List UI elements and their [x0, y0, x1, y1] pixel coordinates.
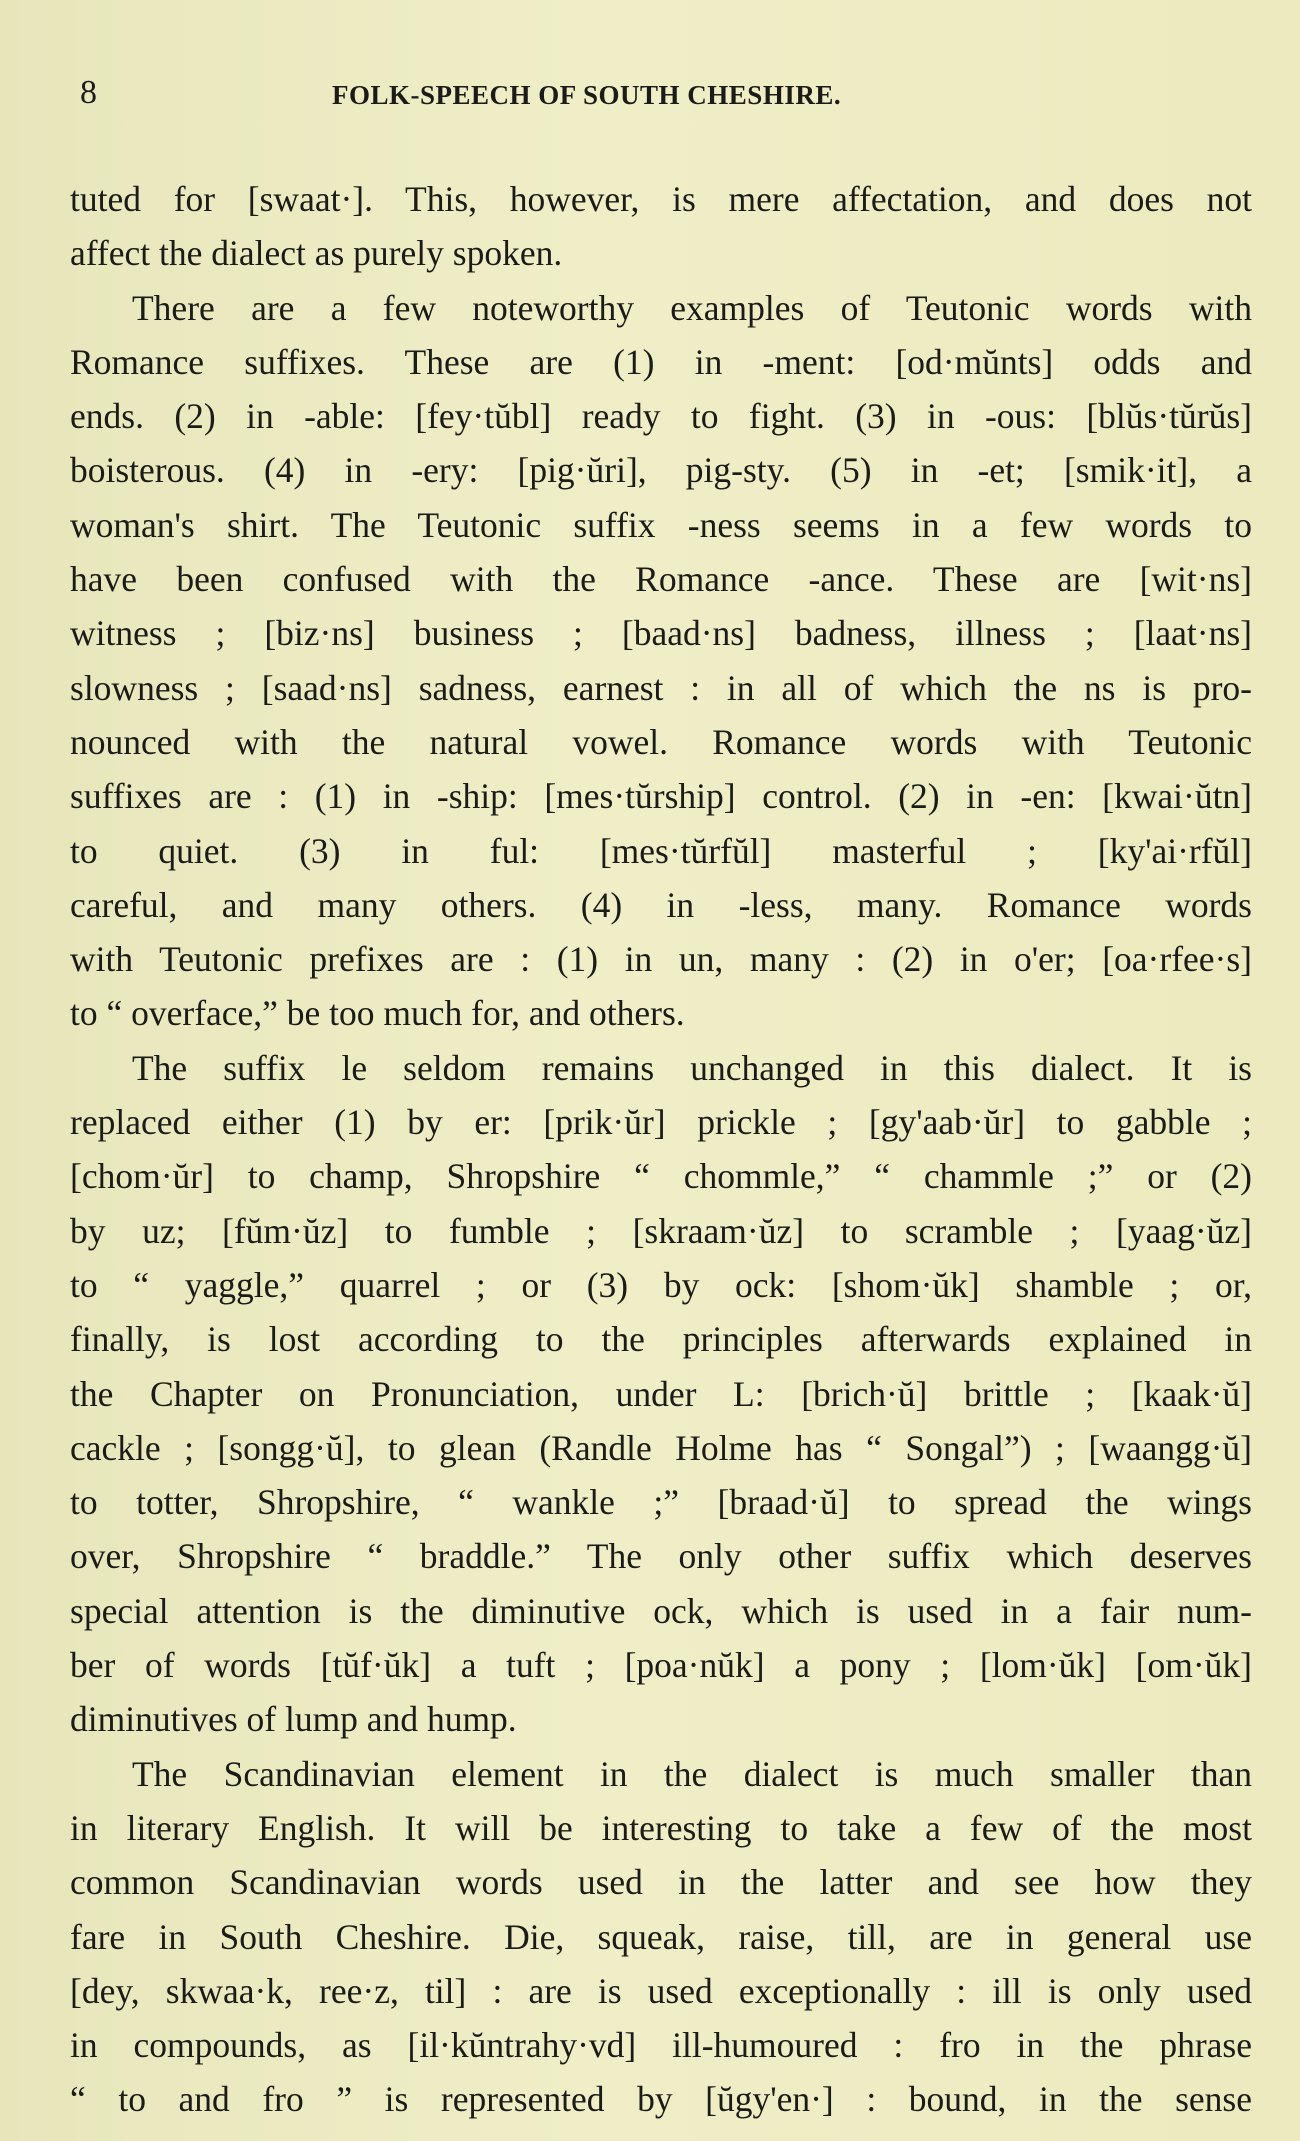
- text-line: witness ; [biz·ns] business ; [baad·ns] badness, illness ; [laat·ns]: [70, 613, 1252, 654]
- text-line: in literary English. It will be interesting to take a few of the most: [70, 1807, 1252, 1848]
- text-line: have been confused with the Romance -ance. These are [wit·ns]: [70, 559, 1252, 600]
- text-line: ends. (2) in -able: [fey·tŭbl] ready to fight. (3) in -ous: [blŭs·tŭrŭs]: [70, 396, 1252, 437]
- text-line: common Scandinavian words used in the latter and see how they: [70, 1862, 1252, 1903]
- text-line: [chom·ŭr] to champ, Shropshire “ chommle,” “ chammle ;” or (2): [70, 1156, 1252, 1197]
- text-line: careful, and many others. (4) in -less, many. Romance words: [70, 884, 1252, 925]
- text-line: “ to and fro ” is represented by [ŭgy'en·] : bound, in the sense: [70, 2079, 1252, 2120]
- text-line: the Chapter on Pronunciation, under L: [brich·ŭ] brittle ; [kaak·ŭ]: [70, 1373, 1252, 1414]
- text-line: diminutives of lump and hump.: [70, 1699, 517, 1740]
- running-head: [80, 74, 1224, 124]
- text-line: The Scandinavian element in the dialect is much smaller than: [132, 1753, 1252, 1794]
- text-line: The suffix le seldom remains unchanged in this dialect. It is: [132, 1047, 1252, 1088]
- text-line: to totter, Shropshire, “ wankle ;” [braad·ŭ] to spread the wings: [70, 1482, 1252, 1523]
- text-line: [dey, skwaa·k, ree·z, til] : are is used exceptionally : ill is only used: [70, 1970, 1252, 2011]
- page-number: 8: [80, 74, 97, 111]
- text-line: boisterous. (4) in -ery: [pig·ŭri], pig-sty. (5) in -et; [smik·it], a: [70, 450, 1252, 491]
- text-line: special attention is the diminutive ock, which is used in a fair num-: [70, 1590, 1252, 1631]
- text-line: Romance suffixes. These are (1) in -ment: [od·mŭnts] odds and: [70, 341, 1252, 382]
- text-line: suffixes are : (1) in -ship: [mes·tŭrship] control. (2) in -en: [kwai·ŭtn]: [70, 776, 1252, 817]
- text-line: tuted for [swaat·]. This, however, is mere affectation, and does not: [70, 179, 1252, 219]
- text-line: by uz; [fŭm·ŭz] to fumble ; [skraam·ŭz] to scramble ; [yaag·ŭz]: [70, 1210, 1252, 1251]
- running-title: FOLK-SPEECH OF SOUTH CHESHIRE.: [332, 80, 842, 110]
- text-line: cackle ; [songg·ŭ], to glean (Randle Holme has “ Songal”) ; [waangg·ŭ]: [70, 1427, 1252, 1468]
- text-line: ber of words [tŭf·ŭk] a tuft ; [poa·nŭk] a pony ; [lom·ŭk] [om·ŭk]: [70, 1645, 1252, 1686]
- text-line: to “ yaggle,” quarrel ; or (3) by ock: [shom·ŭk] shamble ; or,: [70, 1264, 1252, 1305]
- text-line: to quiet. (3) in ful: [mes·tŭrfŭl] masterful ; [ky'ai·rfŭl]: [70, 830, 1252, 871]
- body-text: [70, 172, 1252, 2127]
- text-line: with Teutonic prefixes are : (1) in un, many : (2) in o'er; [oa·rfee·s]: [70, 939, 1252, 980]
- text-line: fare in South Cheshire. Die, squeak, raise, till, are in general use: [70, 1916, 1252, 1957]
- text-line: to “ overface,” be too much for, and others.: [70, 993, 685, 1034]
- text-line: over, Shropshire “ braddle.” The only other suffix which deserves: [70, 1536, 1252, 1577]
- text-line: finally, is lost according to the principles afterwards explained in: [70, 1319, 1252, 1360]
- text-line: in compounds, as [il·kŭntrahy·vd] ill-humoured : fro in the phrase: [70, 2025, 1252, 2066]
- text-line: There are a few noteworthy examples of Teutonic words with: [132, 287, 1252, 328]
- text-line: replaced either (1) by er: [prik·ŭr] prickle ; [gy'aab·ŭr] to gabble ;: [70, 1102, 1252, 1143]
- text-line: nounced with the natural vowel. Romance words with Teutonic: [70, 721, 1252, 762]
- text-line: affect the dialect as purely spoken.: [70, 233, 563, 274]
- text-line: woman's shirt. The Teutonic suffix -ness seems in a few words to: [70, 504, 1252, 545]
- text-line: slowness ; [saad·ns] sadness, earnest : in all of which the ns is pro-: [70, 667, 1252, 708]
